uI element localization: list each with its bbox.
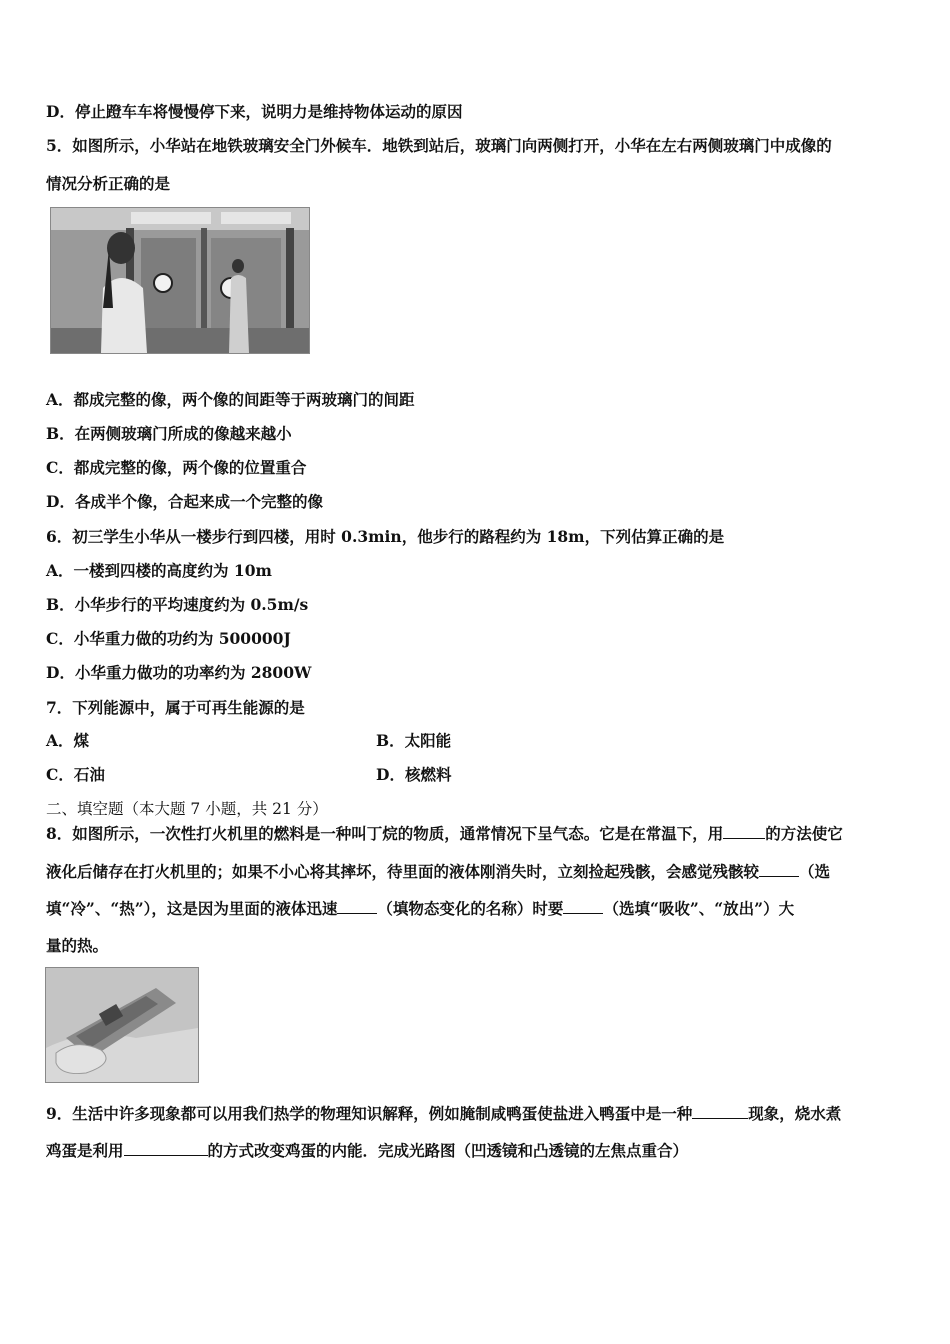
q6-option-d: D．小华重力做功的功率约为 2800W: [46, 663, 312, 682]
question-9-line-2: [46, 1141, 688, 1161]
q9-blank-2[interactable]: [124, 1141, 208, 1156]
q8-text-3c: （选填“吸收”、“放出”）大: [603, 899, 795, 918]
q9-text-2a: 鸡蛋是利用: [46, 1141, 124, 1160]
q7-option-c: C．石油: [46, 765, 105, 784]
q6-option-b: B．小华步行的平均速度约为 0.5m/s: [46, 595, 309, 614]
q9-blank-1[interactable]: [692, 1104, 748, 1119]
q8-text-1b: 的方法使它: [765, 824, 843, 843]
q4-option-d: D．停止蹬车车将慢慢停下来，说明力是维持物体运动的原因: [46, 102, 463, 121]
q8-text-2b: （选: [799, 862, 831, 881]
q8-text-1a: 8．如图所示，一次性打火机里的燃料是一种叫丁烷的物质，通常情况下呈气态。它是在常温下，用: [46, 824, 724, 843]
q9-text-1a: 9．生活中许多现象都可以用我们热学的物理知识解释，例如腌制咸鸭蛋使盐进入鸭蛋中是一种: [46, 1104, 693, 1123]
q7-option-d: D．核燃料: [376, 765, 452, 784]
question-6-stem: 6．初三学生小华从一楼步行到四楼，用时 0.3min，他步行的路程约为 18m，下列估算正确的是: [46, 527, 725, 546]
q8-text-3a: 填“冷”、“热”），这是因为里面的液体迅速: [46, 899, 338, 918]
subway-glass-door-illustration: [51, 208, 309, 353]
section-heading-fill-in: 二、填空题（本大题 7 小题，共 21 分）: [46, 800, 328, 818]
q6-option-c: C．小华重力做的功约为 500000J: [46, 629, 291, 648]
subway-glass-door-photo: [50, 207, 310, 354]
q5-option-a: A．都成完整的像，两个像的间距等于两玻璃门的间距: [46, 390, 415, 409]
q8-text-3b: （填物态变化的名称）时要: [377, 899, 564, 918]
question-5-stem-cont: 情况分析正确的是: [46, 174, 171, 193]
q5-option-c: C．都成完整的像，两个像的位置重合: [46, 458, 307, 477]
q8-text-2a: 液化后储存在打火机里的；如果不小心将其摔坏，待里面的液体刚消失时，立刻捡起残骸，会感觉残骸较: [46, 862, 760, 881]
question-9-line-1: [46, 1104, 841, 1124]
q5-option-d: D．各成半个像，合起来成一个完整的像: [46, 492, 323, 511]
question-8-line-2: [46, 862, 830, 882]
q9-text-1b: 现象，烧水煮: [748, 1104, 842, 1123]
question-8-line-1: [46, 824, 843, 844]
q8-blank-1[interactable]: [723, 824, 765, 839]
question-8-line-3: [46, 899, 794, 919]
lighter-illustration: [46, 968, 198, 1082]
q6-option-a: A．一楼到四楼的高度约为 10m: [46, 561, 272, 580]
q8-blank-4[interactable]: [563, 899, 603, 914]
q9-text-2b: 的方式改变鸡蛋的内能．完成光路图（凹透镜和凸透镜的左焦点重合）: [207, 1141, 689, 1160]
lighter-photo: [45, 967, 199, 1083]
question-5-stem: 5．如图所示，小华站在地铁玻璃安全门外候车．地铁到站后，玻璃门向两侧打开，小华在左右两侧玻璃门中成像的: [46, 136, 832, 155]
q5-option-b: B．在两侧玻璃门所成的像越来越小: [46, 424, 292, 443]
question-7-stem: 7．下列能源中，属于可再生能源的是: [46, 698, 305, 717]
q8-blank-2[interactable]: [759, 862, 799, 877]
q7-option-a: A．煤: [46, 731, 90, 750]
q8-blank-3[interactable]: [337, 899, 377, 914]
q7-option-b: B．太阳能: [376, 731, 452, 750]
question-8-line-4: 量的热。: [46, 936, 109, 955]
